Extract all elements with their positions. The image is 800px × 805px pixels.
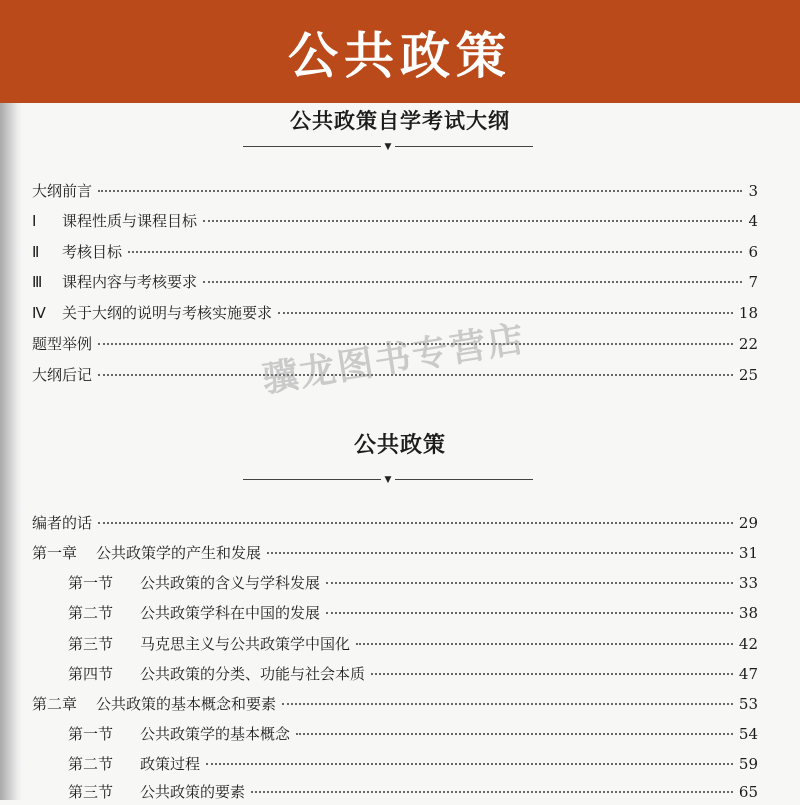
toc-entry-page: 47: [738, 665, 758, 683]
divider-line-right: [395, 479, 533, 480]
toc-dot-leader: [326, 612, 733, 614]
toc-entry-page: 4: [748, 212, 758, 230]
toc-entry-outline-2[interactable]: [32, 241, 758, 265]
toc-entry-page: 53: [738, 695, 758, 713]
toc-entry-page: 54: [738, 725, 758, 743]
toc-entry-label: 公共政策学的基本概念: [140, 725, 291, 743]
toc-entry-number: 第一节: [68, 725, 114, 743]
toc-entry-number: Ⅲ: [32, 273, 43, 291]
toc-entry-outline-4[interactable]: [32, 302, 758, 326]
toc-entry-page: 59: [738, 755, 758, 773]
toc-entry-label: 考核目标: [62, 243, 123, 261]
toc-entry-number: 第三节: [68, 783, 114, 801]
toc-entry-ch2-sec2[interactable]: [68, 753, 758, 777]
toc-entry-label: 公共政策学的产生和发展: [96, 544, 262, 562]
toc-entry-label: 大纲后记: [32, 366, 93, 384]
toc-entry-label: 政策过程: [140, 755, 201, 773]
toc-dot-leader: [128, 251, 742, 253]
divider-line-left: [243, 479, 381, 480]
toc-entry-number: 第二章: [32, 695, 78, 713]
store-watermark: 骥龙图书专营店: [259, 317, 529, 401]
toc-entry-label: 马克思主义与公共政策学中国化: [140, 635, 351, 653]
toc-dot-leader: [296, 733, 733, 735]
toc-entry-page: 7: [748, 273, 758, 291]
toc-entry-number: Ⅰ: [32, 212, 37, 230]
toc-entry-label: 公共政策的含义与学科发展: [140, 574, 321, 592]
toc-entry-outline-preface[interactable]: [32, 180, 758, 204]
toc-dot-leader: [98, 522, 733, 524]
toc-entry-number: 第一节: [68, 574, 114, 592]
toc-dot-leader: [98, 190, 742, 192]
toc-entry-number: 第四节: [68, 665, 114, 683]
toc-entry-outline-3[interactable]: [32, 271, 758, 295]
divider-line-right: [395, 146, 533, 147]
toc-entry-ch1-sec1[interactable]: [68, 572, 758, 596]
toc-entry-page: 22: [738, 335, 758, 353]
toc-entry-page: 65: [738, 783, 758, 801]
toc-entry-number: 第一章: [32, 544, 78, 562]
toc-entry-ch2-sec3[interactable]: [68, 781, 758, 805]
toc-entry-page: 31: [738, 544, 758, 562]
toc-entry-page: 6: [748, 243, 758, 261]
book-section-title: 公共政策: [353, 432, 446, 458]
toc-entry-ch1-sec2[interactable]: [68, 602, 758, 626]
toc-dot-leader: [267, 552, 733, 554]
triangle-down-icon: ▼: [384, 475, 392, 485]
toc-entry-number: Ⅳ: [32, 304, 46, 322]
toc-entry-chapter-2[interactable]: [32, 693, 758, 717]
toc-entry-number: 第三节: [68, 635, 114, 653]
toc-dot-leader: [251, 791, 733, 793]
toc-entry-label: 大纲前言: [32, 182, 93, 200]
toc-entry-label: 课程内容与考核要求: [62, 273, 198, 291]
toc-entry-number: 第二节: [68, 755, 114, 773]
toc-entry-outline-1[interactable]: [32, 210, 758, 234]
toc-dot-leader: [371, 673, 733, 675]
toc-entry-number: 第二节: [68, 604, 114, 622]
toc-entry-page: 29: [738, 514, 758, 532]
outline-section-title: 公共政策自学考试大纲: [290, 108, 510, 133]
toc-entry-ch1-sec3[interactable]: [68, 633, 758, 657]
toc-dot-leader: [206, 763, 733, 765]
title-banner: [0, 0, 800, 103]
toc-dot-leader: [356, 643, 733, 645]
toc-entry-page: 18: [738, 304, 758, 322]
toc-entry-label: 关于大纲的说明与考核实施要求: [62, 304, 273, 322]
toc-entry-label: 公共政策的分类、功能与社会本质: [140, 665, 366, 683]
toc-entry-ch2-sec1[interactable]: [68, 723, 758, 747]
toc-entry-label: 编者的话: [32, 514, 93, 532]
banner-title: 公共政策: [288, 26, 512, 85]
toc-entry-label: 公共政策学科在中国的发展: [140, 604, 321, 622]
toc-entry-editors-note[interactable]: [32, 512, 758, 536]
toc-entry-page: 3: [748, 182, 758, 200]
toc-entry-page: 25: [738, 366, 758, 384]
toc-dot-leader: [326, 582, 733, 584]
toc-entry-page: 33: [738, 574, 758, 592]
toc-dot-leader: [203, 220, 742, 222]
book-divider: [243, 474, 533, 486]
toc-entry-chapter-1[interactable]: [32, 542, 758, 566]
toc-entry-page: 38: [738, 604, 758, 622]
toc-entry-label: 公共政策的要素: [140, 783, 246, 801]
toc-entry-number: Ⅱ: [32, 243, 40, 261]
toc-dot-leader: [282, 703, 733, 705]
toc-entry-page: 42: [738, 635, 758, 653]
outline-divider: [243, 141, 533, 153]
toc-entry-label: 题型举例: [32, 335, 93, 353]
divider-line-left: [243, 146, 381, 147]
triangle-down-icon: ▼: [384, 142, 392, 152]
toc-entry-label: 公共政策的基本概念和要素: [96, 695, 277, 713]
toc-entry-label: 课程性质与课程目标: [62, 212, 198, 230]
toc-entry-ch1-sec4[interactable]: [68, 663, 758, 687]
toc-dot-leader: [203, 281, 742, 283]
